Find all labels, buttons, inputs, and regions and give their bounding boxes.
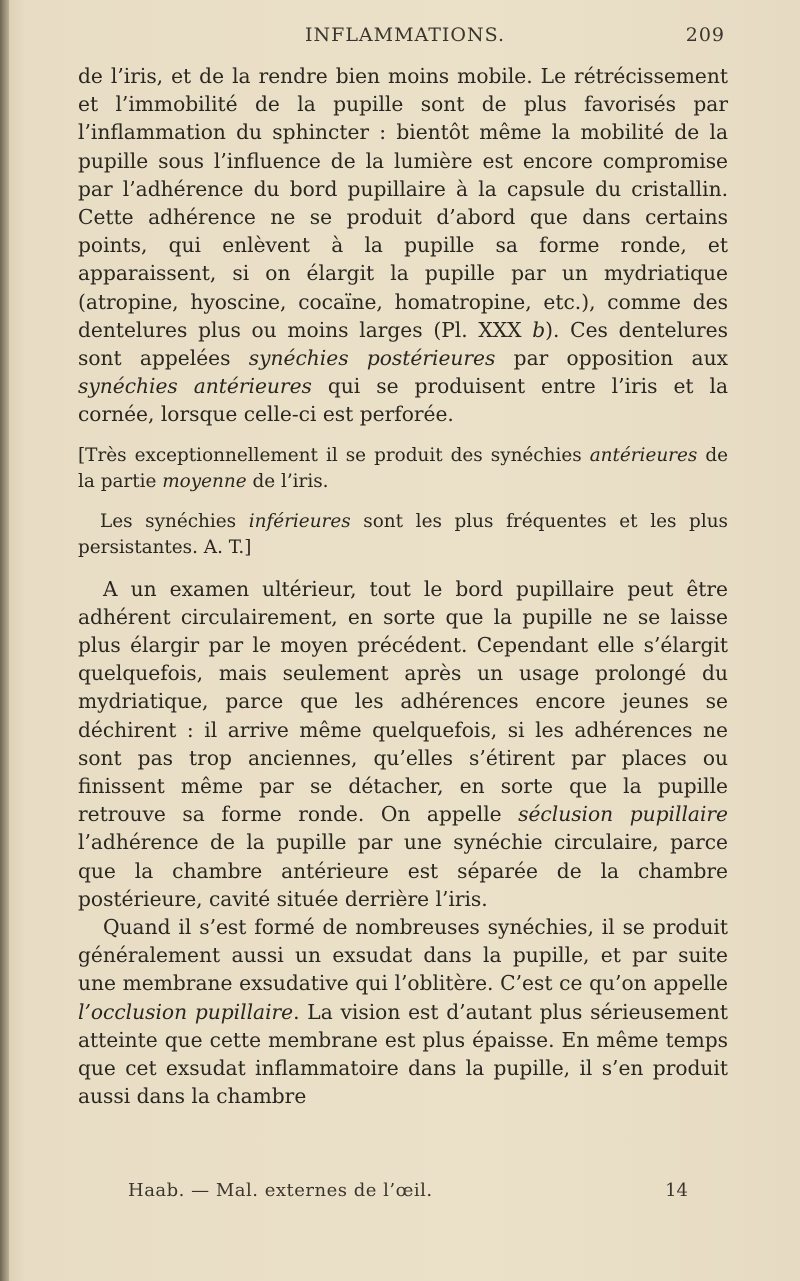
paragraph-3-text-a: Quand il s’est formé de nombreuses synéchies, il se produit généralement aussi un exsudat dans la pupille, et par suite une membrane exsudative qui l’oblitère. C’est ce qu’on appelle — [78, 915, 728, 996]
paragraph-1-text-g: qui se produisent entre l’iris et la cornée, lorsque celle-ci est perforée. — [78, 374, 728, 427]
paragraph-1 — [78, 62, 728, 429]
paragraph-3 — [78, 913, 728, 1110]
paragraph-1-text-c: ). Ces dentelures sont appelées — [78, 317, 728, 371]
note-2-text-a: Les synéchies — [100, 510, 249, 532]
note-1-term-anterior: antérieures — [589, 444, 698, 466]
translator-note-2 — [78, 509, 728, 561]
term-pupillary-seclusion: séclusion pupillaire — [518, 802, 728, 827]
note-1-text-c: de la partie — [78, 444, 728, 492]
page-footer — [128, 1180, 688, 1208]
note-1-text-a: [Très exceptionnellement il se produit des synéchies — [78, 444, 590, 466]
paragraph-3-text-c: . La vision est d’autant plus sérieusement atteinte que cette membrane est plus épaisse. En même temps que cet exsudat inflammatoire dans la pupille, il s’en produit aussi dans la chambre — [78, 999, 728, 1109]
page-number: 209 — [685, 24, 725, 46]
term-pupillary-occlusion: l’occlusion pupillaire — [78, 999, 294, 1024]
note-2-term-inferior: inférieures — [248, 510, 351, 532]
translator-note-1 — [78, 443, 728, 495]
note-2-text-c: sont les plus fréquentes et les plus persistantes. A. T.] — [78, 510, 728, 558]
printer-signature: Haab. — Mal. externes de l’œil. — [128, 1180, 433, 1201]
running-head — [305, 24, 725, 50]
paragraph-2-text-c: l’adhérence de la pupille par une synéchie circulaire, parce que la chambre antérieure est séparée de la chambre postérieure, cavité située derrière l’iris. — [78, 830, 728, 911]
term-posterior-synechiae: synéchies postérieures — [248, 346, 496, 371]
paragraph-2-text-a: A un examen ultérieur, tout le bord pupillaire peut être adhérent circulairement, en sorte que la pupille ne se laisse plus élargir par le moyen précédent. Cependant elle s’élargit quelquefois, mais seulement après un usage prolongé du mydriatique, parce que les adhérences encore jeunes se déchirent : il arrive même quelquefois, si les adhérences ne sont pas trop anciennes, qu’elles s’étirent par places ou finissent même par se détacher, en sorte que la pupille retrouve sa forme ronde. On appelle — [78, 576, 728, 827]
paragraph-1-plate-letter: b — [532, 317, 546, 342]
note-1-term-middle: moyenne — [162, 470, 247, 492]
page-spine-edge — [0, 0, 9, 1281]
paragraph-1-text-a: de l’iris, et de la rendre bien moins mobile. Le rétrécissement et l’immobilité de la pupille sont de plus favorisés par l’inflammation du sphincter : bientôt même la mobilité de la pupille sous l’influence de la lumière est encore compromise par l’adhérence du bord pupillaire à la capsule du cristallin. Cette adhérence ne se produit d’abord que dans certains points, qui enlèvent à la pupille sa forme ronde, et apparaissent, si on élargit la pupille par un mydriatique (atropine, hyoscine, cocaïne, homatropine, etc.), comme des dentelures plus ou moins larges (Pl. XXX — [78, 64, 728, 342]
paragraph-1-text-e: par opposition aux — [495, 346, 728, 371]
paragraph-2 — [78, 575, 728, 913]
note-1-text-e: de l’iris. — [246, 470, 329, 492]
term-anterior-synechiae: synéchies antérieures — [78, 374, 312, 399]
sheet-number: 14 — [665, 1180, 688, 1201]
running-title: INFLAMMATIONS. — [305, 24, 506, 46]
page-body — [78, 62, 728, 1111]
